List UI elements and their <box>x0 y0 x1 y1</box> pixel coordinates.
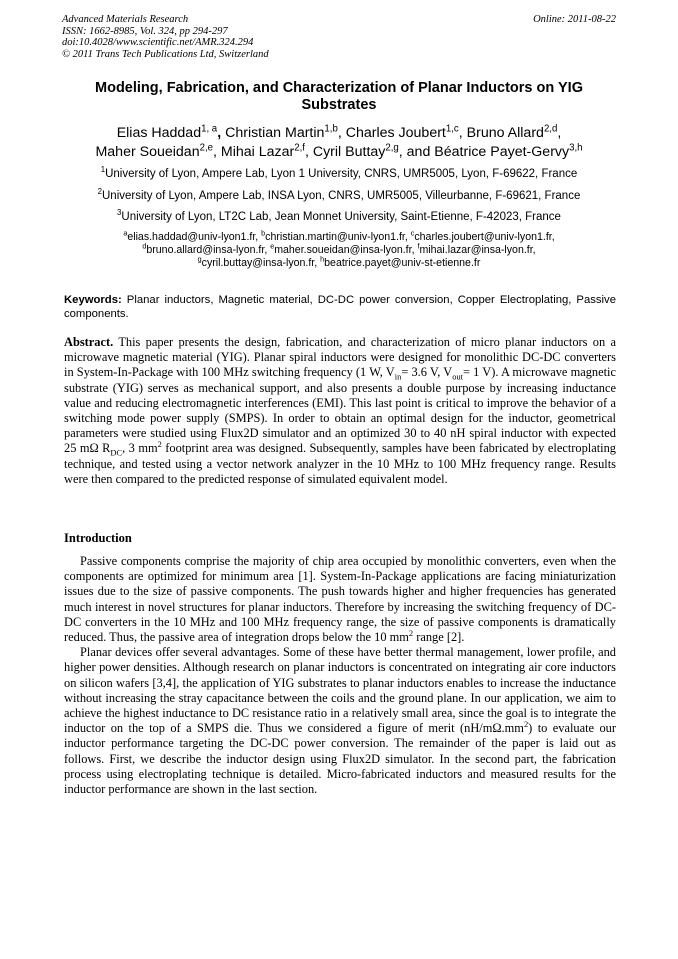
keywords-label: Keywords: <box>64 294 122 306</box>
journal-header <box>62 14 616 60</box>
author: Maher Soueidan$^{2,e}$ <box>95 142 213 160</box>
email-link[interactable]: $^f$mihai.lazar@insa-lyon.fr <box>417 241 533 256</box>
keywords <box>64 293 616 321</box>
paragraph: Passive components comprise the majority of chip area occupied by monolithic converters, even when the components are optimized for minimum area [1]. System-In-Package applications are facing miniaturization issues due to the size of passive components. The push towards higher and higher frequencies has generated much interest in novel structures for planar inductors. Therefore by increasing the switching frequency of DC-DC converters in the 10 MHz and 100 MHz frequency range, the size of passive components is dramatically reduced. Thus, the passive area of integration drops below the 10 $mm^2$ range [2]. <box>64 554 616 645</box>
paragraph: Planar devices offer several advantages. Some of these have better thermal management, lower profile, and higher power densities. Although research on planar inductors is concentrated on integrating air core inductors on silicon wafers [3,4], the application of YIG substrates to planar inductors enables to increase the inductance without increasing the stray capacitance between the coils and the ground plane. In our application, we aim to achieve the highest inductance to DC resistance ratio in a relatively small area, since the goal is to integrate the inductor on the top of a SMPS die. Thus we considered a figure of merit $(nH/m\Omega.mm^2)$ to evaluate our inductor performance targeting the DC-DC power conversion. The remainder of the paper is laid out as follows. First, we describe the inductor design using Flux2D simulator. In the second part, the fabrication process using electroplating technique is detailed. Micro-fabricated inductors and measured results for the inductor performance are shown in the last section. <box>64 645 616 797</box>
affiliation: $^1$University of Lyon, Ampere Lab, Lyon 1 University, CNRS, UMR5005, Lyon, F-69622, France <box>100 165 578 180</box>
email-link[interactable]: $^h$beatrice.payet@univ-st-etienne.fr <box>320 254 481 269</box>
journal-name: Advanced Materials Research <box>62 14 189 25</box>
affiliation: $^3$University of Lyon, LT2C Lab, Jean Monnet University, Saint-Etienne, F-42023, France <box>117 208 561 223</box>
issn-line: ISSN: 1662-8985, Vol. 324, pp 294-297 <box>62 25 228 37</box>
section-heading-introduction: Introduction <box>64 531 132 545</box>
doi-line[interactable]: doi:10.4028/www.scientific.net/AMR.324.294 <box>62 37 254 48</box>
author: Mihai Lazar$^{2,f}$ <box>220 142 305 160</box>
keywords-text: Planar inductors, Magnetic material, DC-DC power conversion, Copper Electroplating, Passive components. <box>64 294 616 320</box>
author-list: Elias Haddad$^{1, a}$, Christian Martin$^{1,b}$, Charles Joubert$^{1,c}$, Bruno Allard$^{2,d}$, Maher Soueidan$^{2,e}$, Mihai Lazar$^{2,f}$, Cyril Buttay$^{2,g}$, and Béatrice Payet-Gervy$^{3,h}$ <box>95 123 583 160</box>
author: Charles Joubert$^{1,c}$ <box>345 123 459 141</box>
author: Elias Haddad$^{1, a}$ <box>116 123 218 141</box>
email-link[interactable]: $^c$charles.joubert@univ-lyon1.fr <box>410 228 552 243</box>
online-date: Online: 2011-08-22 <box>533 14 616 25</box>
introduction-body <box>64 554 616 797</box>
copyright-line: © 2011 Trans Tech Publications Ltd, Switzerland <box>62 48 269 60</box>
author: Béatrice Payet-Gervy$^{3,h}$ <box>434 142 583 160</box>
email-link[interactable]: $^d$bruno.allard@insa-lyon.fr <box>142 241 265 256</box>
paper-title: Modeling, Fabrication, and Characterization of Planar Inductors on YIG Substrates <box>95 80 583 113</box>
author: Christian Martin$^{1,b}$ <box>225 123 338 141</box>
affiliation: $^2$University of Lyon, Ampere Lab, INSA Lyon, CNRS, UMR5005, Villeurbanne, F-69621, France <box>97 187 581 202</box>
author-emails: $^a$elias.haddad@univ-lyon1.fr, $^b$christian.martin@univ-lyon1.fr, $^c$charles.joubert@univ-lyon1.fr, $^d$bruno.allard@insa-lyon.fr, $^e$maher.soueidan@insa-lyon.fr, $^f$mihai.lazar@insa-lyon.fr, $^g$cyril.buttay@insa-lyon.fr, $^h$beatrice.payet@univ-st-etienne.fr <box>123 228 555 269</box>
email-link[interactable]: $^g$cyril.buttay@insa-lyon.fr <box>197 254 315 269</box>
abstract: Abstract. This paper presents the design, fabrication, and characterization of micro planar inductors on a microwave magnetic material (YIG). Planar spiral inductors were designed for monolithic DC-DC converters in System-In-Package with 100 MHz switching frequency (1 W, $V_{in}= 3.6$ V, $V_{out}= 1$ V). A microwave magnetic substrate (YIG) serves as mechanical support, and also presents a double purpose by increasing inductance value and reducing electromagnetic interferences (EMI). This last point is critical to improve the behavior of a switching mode power supply (SMPS). In order to obtain an optimal design for the inductor, geometrical parameters were studied using Flux2D simulator and an optimized 30 to 40 nH spiral inductor with expected 25 mΩ $R_{DC}$, 3 $mm^2$ footprint area was designed. Subsequently, samples have been fabricated by electroplating technique, and tested using a vector network analyzer in the 10 MHz to 100 MHz frequency range. Results were then compared to the predicted response of simulated equivalent model. <box>64 335 617 486</box>
abstract-label: Abstract. <box>64 335 114 349</box>
email-link[interactable]: $^a$elias.haddad@univ-lyon1.fr <box>123 228 256 243</box>
email-link[interactable]: $^b$christian.martin@univ-lyon1.fr <box>261 228 405 243</box>
author: Bruno Allard$^{2,d}$ <box>466 123 558 141</box>
author: Cyril Buttay$^{2,g}$ <box>312 142 399 160</box>
email-link[interactable]: $^e$maher.soueidan@insa-lyon.fr <box>270 241 412 256</box>
